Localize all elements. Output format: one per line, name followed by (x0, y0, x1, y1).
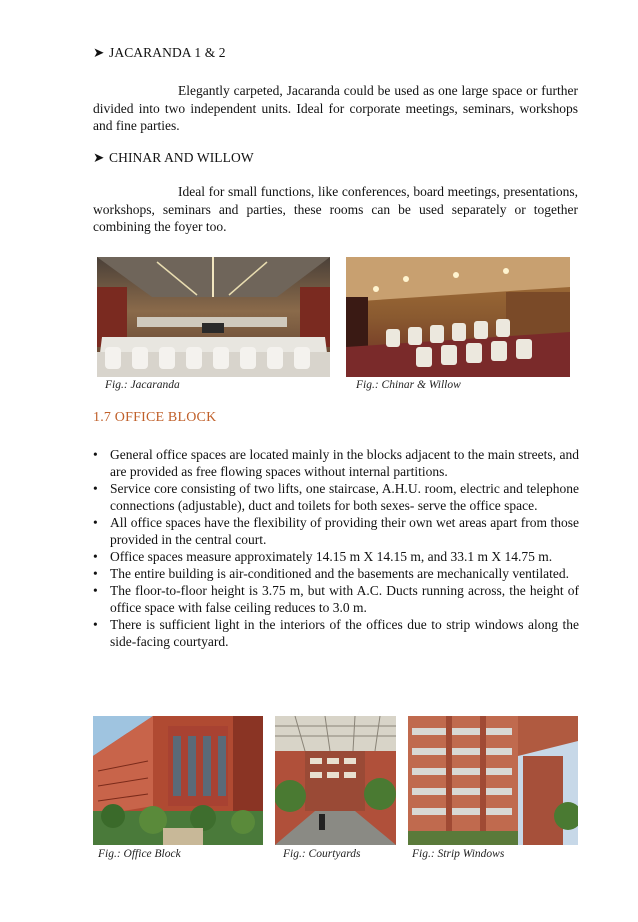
paragraph-chinar-willow-text: Ideal for small functions, like conferences, board meetings, presentations, workshops, seminars and parties, these rooms can be used separately or together combining the foyer too. (93, 184, 578, 234)
paragraph-jacaranda-text: Elegantly carpeted, Jacaranda could be used as one large space or further divided into two independent units. Ideal for corporate meetings, seminars, workshops and fine parties. (93, 83, 578, 133)
list-item: • The entire building is air-conditioned and the basements are mechanically ventilated. (93, 566, 569, 581)
bullet-dot-icon: • (93, 515, 98, 530)
caption-strip-windows: Fig.: Strip Windows (412, 848, 505, 860)
arrowhead-bullet-icon: ➤ (93, 45, 105, 60)
bullet-dot-icon: • (93, 566, 98, 581)
photo-jacaranda (97, 257, 330, 377)
photo-courtyards (275, 716, 396, 845)
paragraph-chinar-willow (93, 183, 578, 236)
heading-jacaranda-text: JACARANDA 1 & 2 (109, 45, 226, 60)
photo-office-block (93, 716, 263, 845)
bullet-dot-icon: • (93, 447, 98, 462)
list-item: • Service core consisting of two lifts, one staircase, A.H.U. room, electric and telephone connections (adjustable), duct and toilets for both sexes- serve the office space. (93, 481, 579, 513)
list-item: • There is sufficient light in the interiors of the offices due to strip windows along the side-facing courtyard. (93, 617, 579, 649)
caption-jacaranda: Fig.: Jacaranda (105, 379, 180, 391)
photo-chinar-willow (346, 257, 570, 377)
caption-office-block: Fig.: Office Block (98, 848, 181, 860)
section-title-office-block: 1.7 OFFICE BLOCK (93, 410, 217, 425)
bullet-dot-icon: • (93, 549, 98, 564)
caption-chinar-willow: Fig.: Chinar & Willow (356, 379, 461, 391)
heading-chinar-willow-text: CHINAR AND WILLOW (109, 150, 254, 165)
bullet-dot-icon: • (93, 481, 98, 496)
bullet-dot-icon: • (93, 617, 98, 632)
office-bullet-list (93, 446, 579, 650)
list-item: • The floor-to-floor height is 3.75 m, but with A.C. Ducts running across, the height of office space with false ceiling reduces to 3.0 m. (93, 583, 579, 615)
heading-jacaranda (93, 45, 226, 61)
list-item: • General office spaces are located mainly in the blocks adjacent to the main streets, and are provided as free flowing spaces without internal partitions. (93, 447, 579, 479)
photo-strip-windows (408, 716, 578, 845)
heading-chinar-willow (93, 150, 254, 166)
list-item: • All office spaces have the flexibility of providing their own wet areas apart from those provided in the central court. (93, 515, 579, 547)
paragraph-jacaranda (93, 82, 578, 135)
caption-courtyards: Fig.: Courtyards (283, 848, 361, 860)
list-item: • Office spaces measure approximately 14.15 m X 14.15 m, and 33.1 m X 14.75 m. (93, 549, 553, 564)
bullet-dot-icon: • (93, 583, 98, 598)
arrowhead-bullet-icon: ➤ (93, 150, 105, 165)
